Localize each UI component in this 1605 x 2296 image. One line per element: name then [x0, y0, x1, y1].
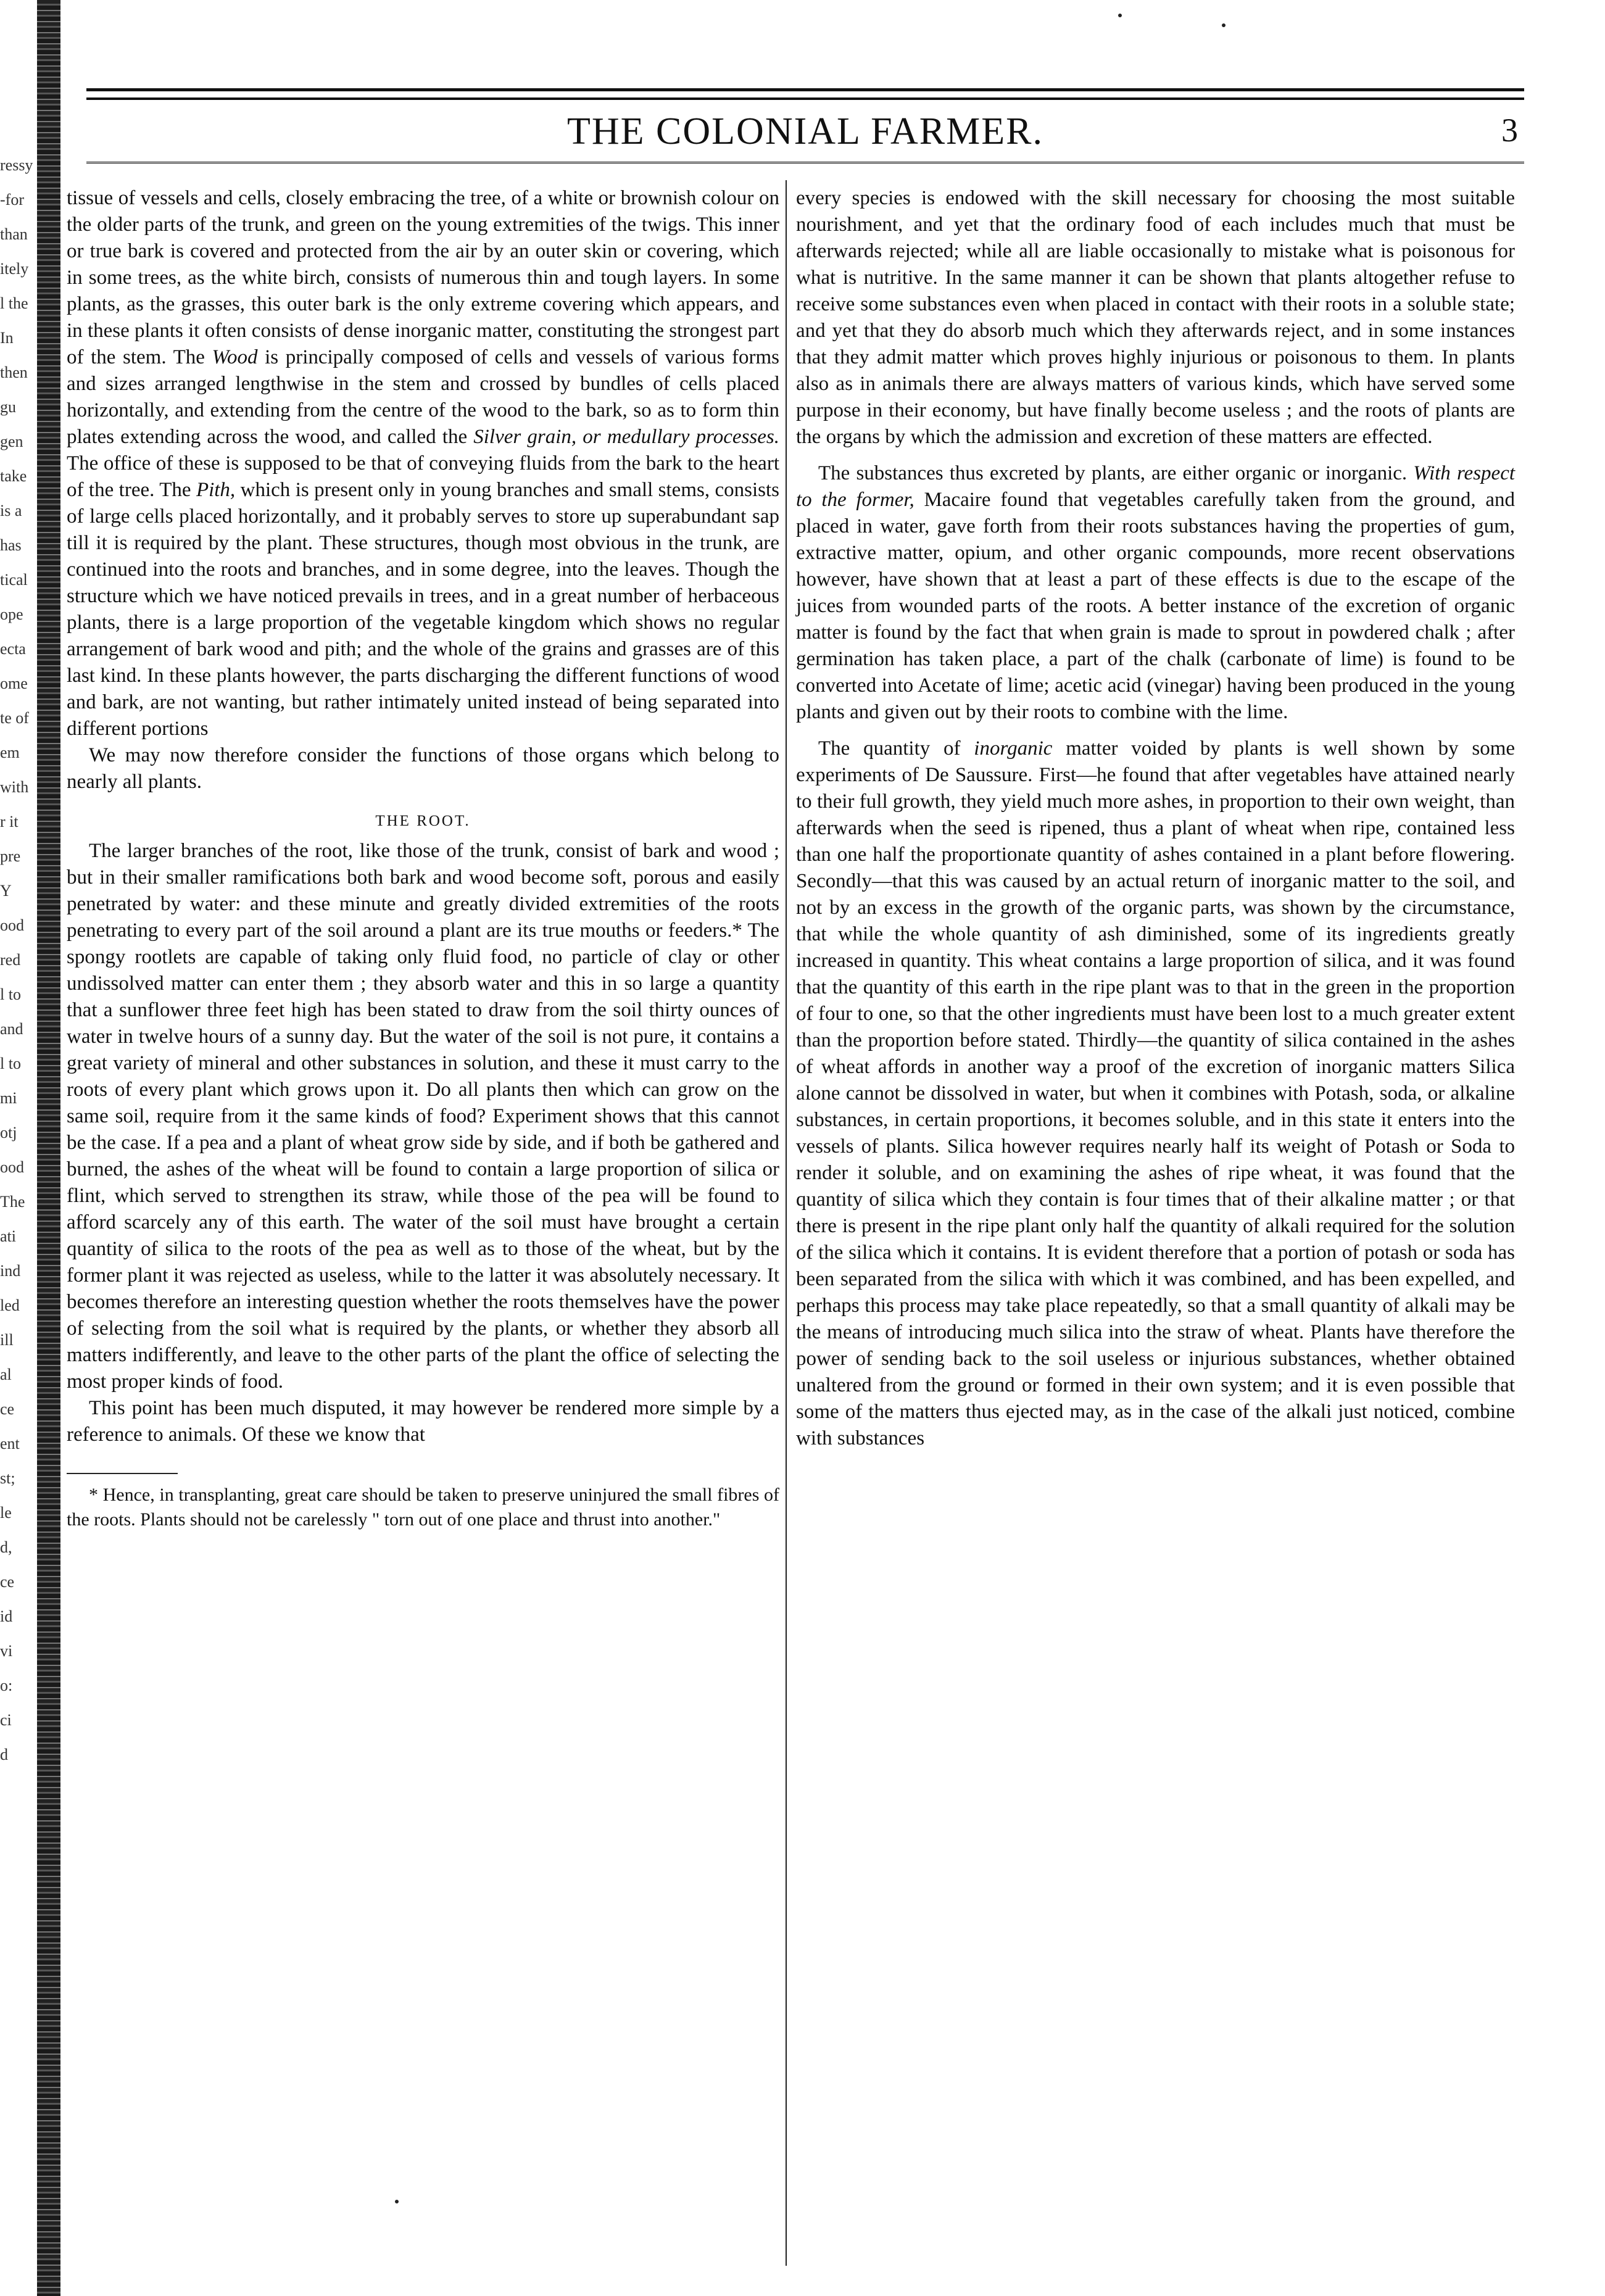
paragraph: This point has been much disputed, it may however be rendered more simple by a reference to animals. Of these we know that [67, 1397, 779, 1446]
margin-fragment: ind [0, 1262, 21, 1280]
column-divider [786, 180, 787, 2266]
header-rule-top-thin [86, 99, 1524, 100]
margin-fragment: id [0, 1607, 13, 1625]
paragraph: every species is endowed with the skill necessary for choosing the most suitable nourishment, and yet that the ordinary food of each includes much that must be afterwards rejected; while all are liable occasionally to mistake what is poisonous for what is nutritive. In the same manner it can be shown that plants altogether refuse to receive some substances even when placed in contact with their roots in a soluble state; and yet that they do absorb much which they afterwards reject, and in some instances that they admit matter which proves highly injurious or poisonous to them. In plants also as in animals there are always matters of various kinds, which have served some purpose in their economy, but have finally become useless ; and the roots of plants are the organs by which the admission and excretion of these matters are effected. [796, 187, 1515, 448]
margin-fragment: ome [0, 674, 28, 692]
margin-fragment: al [0, 1366, 12, 1383]
margin-fragment: and [0, 1020, 23, 1038]
margin-fragment: ressy [0, 156, 33, 174]
header-rule-top [86, 88, 1524, 99]
margin-fragment: than [0, 225, 28, 243]
margin-fragment: l to [0, 1055, 21, 1072]
paragraph: The substances thus excreted by plants, are either organic or inorganic. With respect to the former, Macaire found that vegetables carefully taken from the ground, and placed in water, gave forth from their roots substances having the properties of gum, extractive matter, opium, and other organic compounds, more recent observations however, have shown that at least a part of these effects is due to the escape of the juices from wounded parts of the roots. A better instance of the excretion of organic matter is found by the fact that when grain is made to sprout in powdered chalk ; after germination has taken place, a part of the chalk (carbonate of lime) is found to be converted into Acetate of lime; acetic acid (vinegar) having been produced in the young plants and given out by their roots to combine with the lime. [796, 462, 1516, 723]
margin-fragment: te of [0, 709, 29, 727]
margin-fragment: The [0, 1193, 25, 1211]
margin-fragment: itely [0, 260, 29, 278]
margin-fragment: ood [0, 916, 24, 934]
publication-title: THE COLONIAL FARMER. [567, 110, 1043, 152]
margin-fragment: gen [0, 433, 23, 450]
section-heading: THE ROOT. [375, 813, 471, 829]
margin-fragment: In [0, 329, 14, 347]
previous-page-fragments [0, 148, 36, 2246]
margin-fragment: Y [0, 882, 12, 900]
margin-fragment: l to [0, 985, 21, 1003]
margin-fragment: then [0, 363, 28, 381]
margin-fragment: gu [0, 398, 16, 416]
footnote-rule [67, 1473, 178, 1474]
paragraph: We may now therefore consider the functions of those organs which belong to nearly all plants. [67, 744, 779, 793]
paragraph: The larger branches of the root, like those of the trunk, consist of bark and wood ; but in their smaller ramifications both bark and wood become soft, porous and easily penetrated by water: and these minute and greatly divided extremities of the roots penetrating to every part of the soil around a plant are its true mouths or feeders.* The spongy rootlets are capable of taking only fluid food, no particle of clay or other undissolved matter can enter them ; they absorb water and this in so large a quantity that a sunflower three feet high has been stated to draw from the soil thirty ounces of water in twelve hours of a sunny day. But the water of the soil is not pure, it contains a great variety of mineral and other substances in solution, and these it must carry to the roots of every plant which grows upon it. Do all plants then which can grow on the same soil, require from it the same kinds of food? Experiment shows that this cannot be the case. If a pea and a plant of wheat grow side by side, and if both be gathered and burned, the ashes of the wheat will be found to contain a large proportion of silica or flint, which served to strengthen its straw, while those of the pea will be found to afford scarcely any of this earth. The water of the soil must have brought a certain quantity of silica to the roots of the pea as well as to those of the wheat, but by the former plant it was rejected as useless, while to the latter it was absolutely necessary. It becomes therefore an interesting question whether the roots themselves have the power of selecting from the soil what is required by the plants, or whether they absorb all matters indifferently, and leave to the other parts of the plant the office of selecting the most proper kinds of food. [67, 840, 779, 1393]
margin-fragment: red [0, 951, 21, 969]
margin-fragment: ecta [0, 640, 26, 658]
margin-fragment: l the [0, 294, 28, 312]
margin-fragment: d [0, 1746, 8, 1763]
margin-fragment: ope [0, 605, 23, 623]
margin-fragment: ati [0, 1227, 16, 1245]
margin-fragment: ce [0, 1573, 15, 1591]
margin-fragment: has [0, 536, 22, 554]
right-column [796, 185, 1515, 1452]
margin-fragment: -for [0, 191, 24, 209]
margin-fragment: with [0, 778, 29, 796]
margin-fragment: mi [0, 1089, 17, 1107]
margin-fragment: ent [0, 1435, 20, 1453]
margin-fragment: ood [0, 1158, 24, 1176]
margin-fragment: d, [0, 1538, 12, 1556]
margin-fragment: led [0, 1296, 20, 1314]
margin-fragment: st; [0, 1469, 15, 1487]
binding-gutter [37, 0, 60, 2296]
margin-fragment: otj [0, 1124, 17, 1142]
margin-fragment: tical [0, 571, 28, 589]
margin-fragment: le [0, 1504, 12, 1522]
left-column [67, 185, 779, 1532]
margin-fragment: ill [0, 1331, 14, 1349]
paragraph: The quantity of inorganic matter voided by plants is well shown by some experiments of De Saussure. First—he found that after vegetables have attained nearly to their full growth, they yield much more ashes, in proportion to their own weight, than afterwards when the seed is ripened, thus a plant of wheat when ripe, contained less than one half the proportionate quantity of ashes contained in a plant before flowering. Secondly—that this was caused by an actual return of inorganic matter to the soil, and not by an excess in the growth of the organic parts, was shown by the circumstance, that while the whole quantity of ash diminished, some of its ingredients greatly increased in quantity. This wheat contains a large proportion of silica, and it was found that the quantity of this earth in the ripe plant was to that in the green in the proportion of four to one, so that the other ingredients must have been lost to a much greater extent than the proportion before stated. Thirdly—the quantity of silica contained in the ashes of wheat affords in another way a proof of the excretion of inorganic matters Silica alone cannot be dissolved in water, but when it combines with Potash, soda, or alkaline substances, in certain proportions, it becomes soluble, and in this state it enters into the vessels of plants. Silica however requires nearly half its weight of Potash or Soda to render it soluble, and on examining the ashes of ripe wheat, it was found that the quantity of silica which they contain is four times that of their alkaline matter ; or that there is present in the ripe plant only half the quantity of alkali required for the solution of the silica which it contains. It is evident therefore that a portion of potash or soda has been separated from the silica with which it was combined, and has been expelled, and perhaps this process may take place repeatedly, so that a small quantity of alkali may be the means of introducing much silica into the straw of wheat. Plants have therefore the power of sending back to the soil useless or injurious substances, whether obtained unaltered from the ground or formed in their own system; and it is even possible that some of the matters thus ejected may, as in the case of the alkali just noticed, combine with substances [796, 737, 1516, 1449]
margin-fragment: vi [0, 1642, 13, 1660]
margin-fragment: ci [0, 1711, 12, 1729]
margin-fragment: pre [0, 847, 21, 865]
footnote: * Hence, in transplanting, great care should be taken to preserve uninjured the small fibres of the roots. Plants should not be carelessly " torn out of one place and thrust into another." [67, 1485, 779, 1530]
paragraph: tissue of vessels and cells, closely embracing the tree, of a white or brownish colour on the older parts of the trunk, and green on the young extremities of the twigs. This inner or true bark is covered and protected from the air by an outer skin or covering, which in some trees, as the white birch, consists of numerous thin and tough layers. In some plants, as the grasses, this outer bark is the only extreme covering which appears, and in these plants it often consists of dense inorganic matter, constituting the strongest part of the stem. The Wood is principally composed of cells and vessels of various forms and sizes arranged lengthwise in the stem and crossed by bundles of cells placed horizontally, and extending from the centre of the wood to the bark, so as to form thin plates extending across the wood, and called the Silver grain, or medullary processes. The office of these is supposed to be that of conveying fluids from the bark to the heart of the tree. The Pith, which is present only in young branches and small stems, consists of large cells placed horizontally, and it probably serves to store up superabundant sap till it is required by the plant. These structures, though most obvious in the trunk, are continued into the roots and branches, and in some degree, into the leaves. Though the structure which we have noticed prevails in trees, and in a great number of herbaceous plants, there is a large proportion of the vegetable kingdom which shows no regular arrangement of bark wood and pith; and the whole of the grains and grasses are of this last kind. In these plants however, the parts discharging the different functions of wood and bark, are not wanting, but rather intimately united instead of being separated into different portions [67, 187, 780, 740]
margin-fragment: is a [0, 502, 22, 520]
margin-fragment: o: [0, 1676, 13, 1694]
margin-fragment: take [0, 467, 27, 485]
margin-fragment: ce [0, 1400, 15, 1418]
margin-fragment: r it [0, 813, 19, 831]
page-number: 3 [1501, 112, 1518, 149]
running-header [86, 110, 1524, 153]
margin-fragment: em [0, 744, 20, 761]
header-rule-bottom [86, 162, 1524, 164]
